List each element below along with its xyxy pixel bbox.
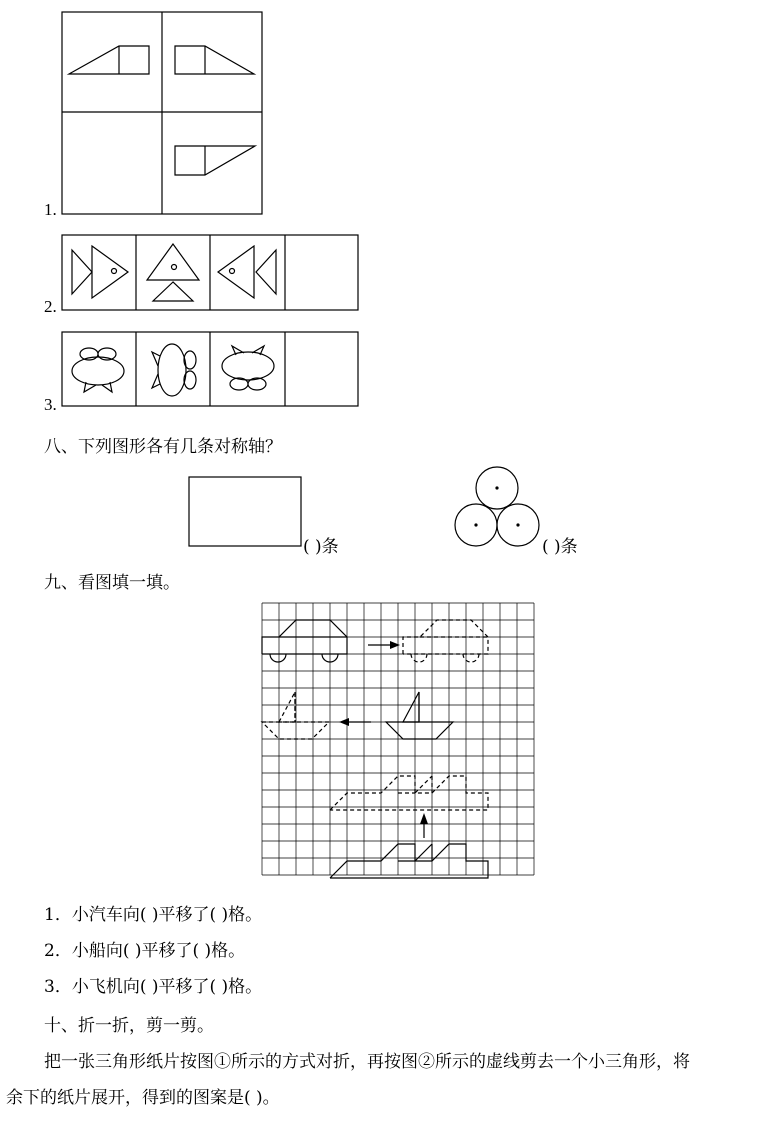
problem-label-2: 2.	[44, 297, 57, 316]
arrow-left-icon	[339, 718, 371, 726]
section-8-heading: 八、下列图形各有几条对称轴？	[44, 437, 282, 457]
blank-rectangle-axes: ( )条	[303, 537, 339, 557]
arrow-up-icon	[420, 813, 428, 838]
question-car: 1．小汽车向( )平移了( )格。	[44, 905, 263, 925]
plane-translated-icon	[330, 776, 488, 810]
problem-label-1: 1.	[44, 200, 57, 219]
section-10-heading: 十、折一折，剪一剪。	[44, 1016, 214, 1036]
problem-label-3: 3.	[44, 395, 57, 414]
car-original-icon	[262, 620, 347, 662]
car-translated-icon	[403, 620, 488, 662]
blank-circles-axes: ( )条	[542, 537, 578, 557]
arrow-right-icon	[368, 641, 400, 649]
section-9-heading: 九、看图填一填。	[44, 573, 180, 593]
section-10-paragraph-line1: 把一张三角形纸片按图①所示的方式对折，再按图②所示的虚线剪去一个小三角形，将	[44, 1052, 690, 1072]
plane-original-icon	[330, 844, 488, 878]
boat-original-icon	[386, 692, 453, 739]
question-boat: 2．小船向( )平移了( )格。	[44, 941, 246, 961]
question-plane: 3．小飞机向( )平移了( )格。	[44, 977, 263, 997]
boat-translated-icon	[262, 692, 329, 739]
section-10-paragraph-line2: 余下的纸片展开，得到的图案是( )。	[6, 1088, 280, 1108]
